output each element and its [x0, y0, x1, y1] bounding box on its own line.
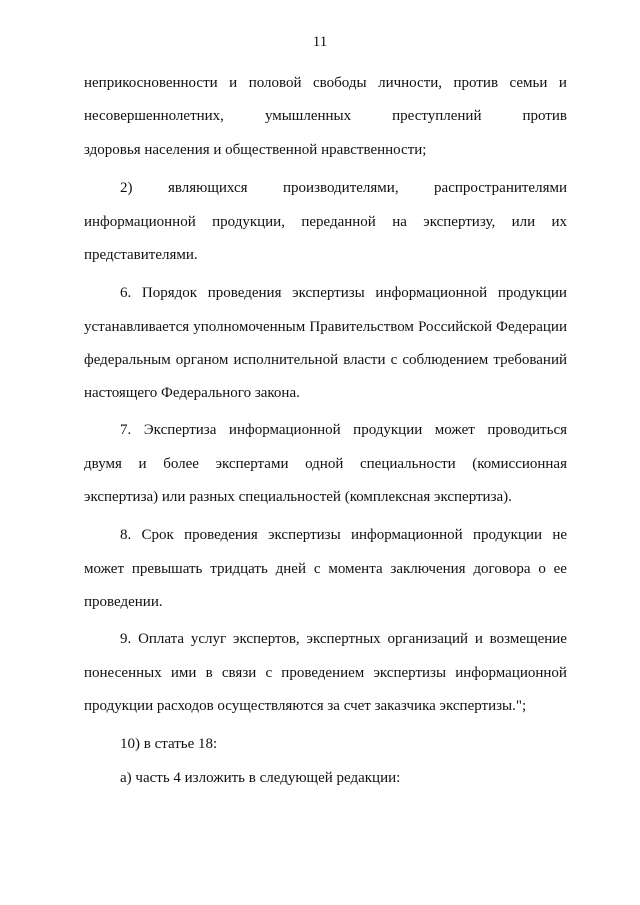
word: услуг [190, 631, 227, 647]
text-line [120, 629, 567, 649]
text-line [84, 106, 567, 126]
word: экспертами [215, 456, 289, 472]
word: продукции [472, 527, 543, 543]
word: требований [493, 352, 567, 368]
word: исполнительной [233, 352, 339, 368]
word: переданной [301, 214, 376, 230]
text-line: 10) в статье 18: [120, 736, 218, 752]
word: 2) [120, 180, 133, 196]
text-line [84, 317, 567, 337]
word: проведением [281, 665, 365, 681]
word: неприкосновенности [84, 75, 218, 91]
text-line [84, 350, 567, 370]
word: являющихся [167, 180, 248, 196]
word: Оплата [138, 631, 185, 647]
word: и [558, 75, 567, 91]
word: информационной [350, 527, 463, 543]
word: органом [175, 352, 229, 368]
word: и [229, 75, 238, 91]
word: проведения [207, 285, 282, 301]
word: проведения [184, 527, 258, 543]
word: Экспертиза [143, 422, 217, 438]
word: с [313, 561, 321, 577]
word: может [84, 561, 124, 577]
word: ими [170, 665, 197, 681]
word: продукции, [212, 214, 285, 230]
word: половой [248, 75, 302, 91]
word: устанавливается [84, 319, 190, 335]
text-line: а) часть 4 изложить в следующей редакции: [120, 770, 401, 786]
word: семьи [509, 75, 548, 91]
word: власти [343, 352, 386, 368]
word: продукции [497, 285, 567, 301]
text-line [120, 420, 567, 440]
word: продукции [353, 422, 423, 438]
word: преступлений [392, 108, 482, 124]
word: превышать [131, 561, 203, 577]
word: Правительством [309, 319, 414, 335]
word: момента [328, 561, 383, 577]
word: соблюдением [402, 352, 489, 368]
text-line [120, 283, 567, 303]
word: на [392, 214, 407, 230]
word: 7. [120, 422, 132, 438]
word: 6. [120, 285, 132, 301]
word: производителями, [283, 180, 399, 196]
text-line [84, 212, 567, 232]
word: понесенных [84, 665, 162, 681]
text-line: проведении. [84, 594, 163, 610]
text-line [120, 525, 567, 545]
word: и [474, 631, 483, 647]
word: связи [221, 665, 257, 681]
word: организаций [387, 631, 469, 647]
word: или [511, 214, 536, 230]
text-line [120, 178, 567, 198]
word: и [138, 456, 147, 472]
word: против [522, 108, 567, 124]
word: информационной [455, 665, 567, 681]
word: не [552, 527, 567, 543]
word: заключения [390, 561, 466, 577]
page-number: 11 [312, 34, 328, 50]
word: информационной [228, 422, 341, 438]
word: возмещение [489, 631, 567, 647]
text-line [84, 73, 567, 93]
word: информационной [375, 285, 488, 301]
text-line: здоровья населения и общественной нравственности; [84, 142, 427, 158]
word: с [390, 352, 398, 368]
word: Федерации [496, 319, 567, 335]
word: личности, [378, 75, 443, 91]
word: о [538, 561, 546, 577]
word: экспертизы [292, 285, 365, 301]
word: умышленных [264, 108, 352, 124]
text-line: представителями. [84, 247, 198, 263]
word: против [453, 75, 499, 91]
text-line: продукции расходов осуществляются за счет заказчика экспертизы."; [84, 698, 527, 714]
word: федеральным [84, 352, 171, 368]
word: одной [305, 456, 344, 472]
text-line [84, 663, 567, 683]
word: специальности [360, 456, 456, 472]
text-line [84, 559, 567, 579]
word: экспертизы [373, 665, 447, 681]
word: Порядок [141, 285, 198, 301]
word: может [434, 422, 475, 438]
text-line: настоящего Федерального закона. [84, 385, 300, 401]
word: ее [553, 561, 567, 577]
word: несовершеннолетних, [84, 108, 224, 124]
word: договора [473, 561, 531, 577]
word: в [205, 665, 213, 681]
word: проводиться [487, 422, 567, 438]
word: более [163, 456, 199, 472]
word: экспертизу, [423, 214, 496, 230]
word: информационной [84, 214, 196, 230]
word: дней [275, 561, 306, 577]
word: распространителями [434, 180, 567, 196]
word: их [551, 214, 567, 230]
word: 8. [120, 527, 132, 543]
word: тридцать [210, 561, 268, 577]
word: Срок [141, 527, 174, 543]
word: 9. [120, 631, 132, 647]
word: Российской [418, 319, 492, 335]
text-line: экспертиза) или разных специальностей (комплексная экспертиза). [84, 489, 512, 505]
word: свободы [313, 75, 367, 91]
word: экспертных [306, 631, 381, 647]
word: экспертизы [268, 527, 341, 543]
word: экспертов, [233, 631, 300, 647]
word: с [265, 665, 273, 681]
word: двумя [84, 456, 122, 472]
text-line [84, 454, 567, 474]
word: (комиссионная [472, 456, 567, 472]
word: уполномоченным [193, 319, 306, 335]
